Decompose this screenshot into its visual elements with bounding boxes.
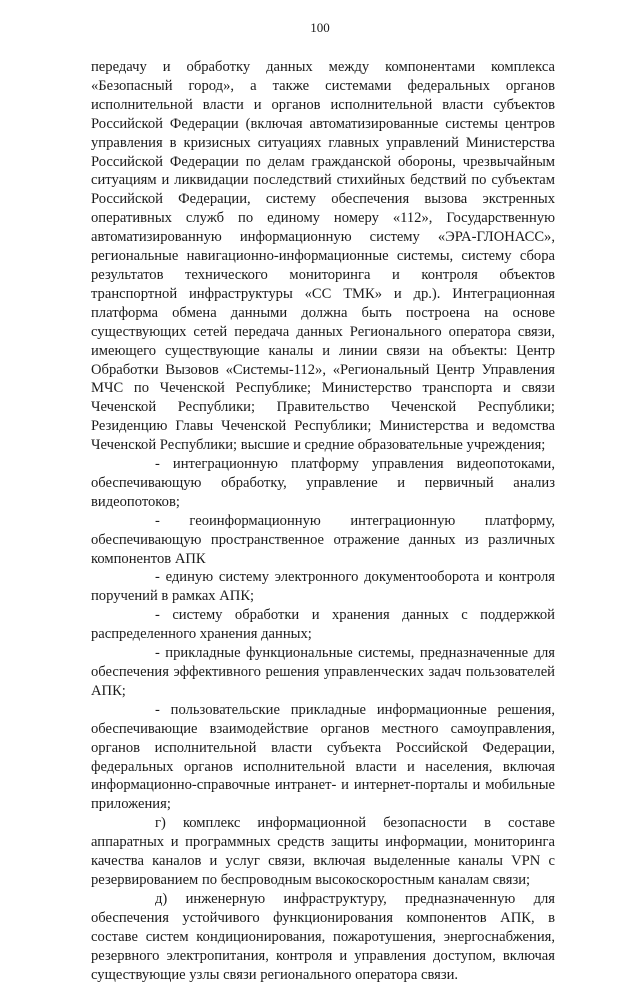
list-item-geoinformation-platform: - геоинформационную интеграционную платформу, обеспечивающую пространственное отражение данных из различных компонентов АПК: [91, 512, 555, 567]
list-item-data-storage: - систему обработки и хранения данных с поддержкой распределенного хранения данных;: [91, 607, 555, 643]
list-item-document-flow: - единую систему электронного документооборота и контроля поручений в рамках АПК;: [91, 569, 555, 605]
paragraph-security-complex: г) комплекс информационной безопасности в составе аппаратных и программных средств защиты информации, мониторинга качества каналов и услуг связи, включая выделенные каналы VPN с резервированием по беспроводным высокоскоростным каналам связи;: [91, 815, 555, 888]
list-item-video-platform: - интеграционную платформу управления видеопотоками, обеспечивающую обработку, управление и первичный анализ видеопотоков;: [91, 456, 555, 510]
body-text: [91, 58, 555, 984]
paragraph-engineering-infrastructure: д) инженерную инфраструктуру, предназначенную для обеспечения устойчивого функционирования компонентов АПК, в составе систем кондиционирования, пожаротушения, энергоснабжения, резервного электропитания, контроля и управления доступом, включая существующие узлы связи регионального оператора связи.: [91, 890, 555, 983]
list-item-applied-systems: - прикладные функциональные системы, предназначенные для обеспечения эффективного решения управленческих задач пользователей АПК;: [91, 645, 555, 699]
list-item-user-solutions: - пользовательские прикладные информационные решения, обеспечивающие взаимодействие органов местного самоуправления, органов исполнительной власти субъекта Российской Федерации, федеральных органов исполнительной власти и населения, включая информационно-справочные интранет- и интернет-порталы и мобильные приложения;: [91, 701, 555, 813]
paragraph-continuation: передачу и обработку данных между компонентами комплекса «Безопасный город», а также системами федеральных органов исполнительной власти и органов исполнительной власти субъектов Российской Федерации (включая автоматизированные системы центров управления в кризисных ситуациях главных управлений Министерства Российской Федерации по делам гражданской обороны, чрезвычайным ситуациям и ликвидации последствий стихийных бедствий по субъектам Российской Федерации, систему обеспечения вызова экстренных оперативных служб по единому номеру «112», Государственную автоматизированную информационную систему «ЭРА-ГЛОНАСС», региональные навигационно-информационные системы, систему сбора результатов технического мониторинга и контроля объектов транспортной инфраструктуры «СС ТМК» и др.). Интеграционная платформа обмена данными должна быть построена на основе существующих сетей передача данных Регионального оператора связи, имеющего существующие каналы и линии связи на объекты: Центр Обработки Вызовов «Системы-112», «Региональный Центр Управления МЧС по Чеченской Республике; Министерство транспорта и связи Чеченской Республики; Правительство Чеченской Республики; Резиденцию Главы Чеченской Республики; Министерства и ведомства Чеченской Республики; высшие и средние образовательные учреждения;: [91, 59, 555, 454]
page-number: 100: [310, 20, 330, 35]
